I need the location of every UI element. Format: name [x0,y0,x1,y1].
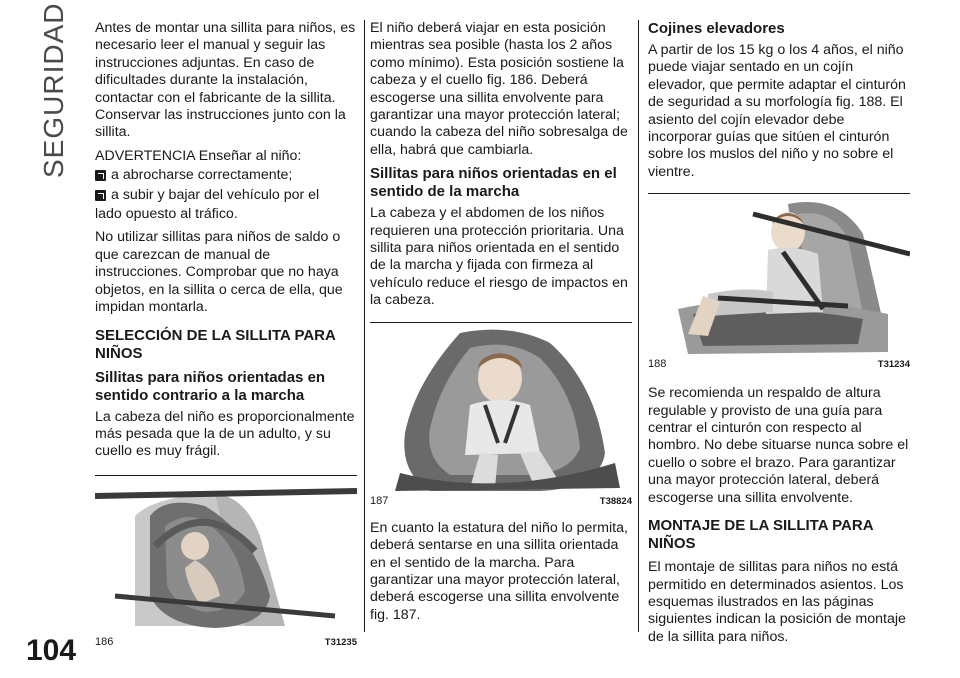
paragraph: La cabeza y el abdomen de los niños requieren una protección prioritaria. Una sillita para niños orientada en el sentido de la marcha y fijada con firmeza al vehículo reduce el riesgo de impactos en la cabeza. [370,205,628,309]
column-3 [648,20,910,652]
section-heading: SELECCIÓN DE LA SILLITA PARA NIÑOS [95,326,336,362]
subsection-heading: Cojines elevadores [648,20,785,37]
column-divider [638,20,639,632]
figure-caption [370,493,632,508]
check-bullet-icon [95,190,106,201]
paragraph: La cabeza del niño es proporcionalmente más pesada que la de un adulto, y su cuello es muy frágil. [95,408,355,460]
figure-code: T38824 [599,495,632,507]
paragraph: Se recomienda un respaldo de altura regulable y provisto de una guía para centrar el cinturón con respecto al hombro. No debe situarse nunca sobre el cuello o sobre el brazo. Para garantizar una mayor protección lateral, deberá escogerse una sillita envolvente. [648,385,909,506]
column-2 [370,20,632,630]
column-divider [364,20,365,632]
warning-bullet: a abrocharse correctamente; [95,167,357,184]
figure-code: T31235 [324,636,357,648]
forward-facing-seat-illustration [370,323,632,493]
page-number: 104 [26,634,77,667]
subsection-heading: Sillitas para niños orientadas en el sentido de la marcha [370,165,617,201]
column-1 [95,20,357,649]
subsection-heading: Sillitas para niños orientadas en sentido contrario a la marcha [95,368,326,404]
paragraph: En cuanto la estatura del niño lo permita, deberá sentarse en una sillita orientada en el sentido de la marcha. Para garantizar una mayor protección lateral, deberá escogerse una sillita envolvente fig. 187. [370,519,628,623]
warning-intro: ADVERTENCIA Enseñar al niño: [95,147,302,164]
paragraph: El niño deberá viajar en esta posición mientras sea posible (hasta los 2 años como mínimo). Esta posición sostiene la cabeza y el cuello fig. 186. Deberá escogerse una sillita envolvente para garantizar una mayor protección lateral; cuando la cabeza del niño sobresalga de ella, habrá que cambiarla. [370,20,628,158]
figure-code: T31234 [877,359,910,371]
warning-bullet: a subir y bajar del vehículo por el [95,187,357,204]
paragraph: A partir de los 15 kg o los 4 años, el niño puede viajar sentado en un cojín elevador, que permite adaptar el cinturón de seguridad a su morfología fig. 188. El asiento del cojín elevador debe incorporar guías que sitúen el cinturón sobre los muslos del niño y no sobre el vientre. [648,42,906,180]
warning-bullet-continuation: lado opuesto al tráfico. [95,206,238,223]
figure-187 [370,322,632,508]
figure-number: 186 [95,635,114,648]
booster-cushion-illustration [648,194,910,356]
paragraph: No utilizar sillitas para niños de saldo o que carezcan de manual de instrucciones. Comprobar que no haya objetos, en la sillita o cerca de ella, que impidan montarla. [95,229,343,316]
paragraph: El montaje de sillitas para niños no está permitido en determinados asientos. Los esquemas ilustrados en las páginas siguientes indican la posición de montaje de la sillita para niños. [648,559,906,645]
figure-caption [95,634,357,649]
intro-paragraph: Antes de montar una sillita para niños, es necesario leer el manual y seguir las instrucciones adjuntas. En caso de dificultades durante la instalación, contactar con el fabricante de la sillita. Conservar las instrucciones junto con la sillita. [95,20,356,141]
check-bullet-icon [95,170,106,181]
rear-facing-seat-illustration [95,476,357,634]
figure-188 [648,193,910,371]
figure-186 [95,475,357,649]
section-title: SEGURIDAD [38,2,69,178]
figure-number: 187 [370,494,389,507]
section-heading: MONTAJE DE LA SILLITA PARA NIÑOS [648,517,873,553]
figure-caption [648,356,910,371]
figure-number: 188 [648,358,667,371]
